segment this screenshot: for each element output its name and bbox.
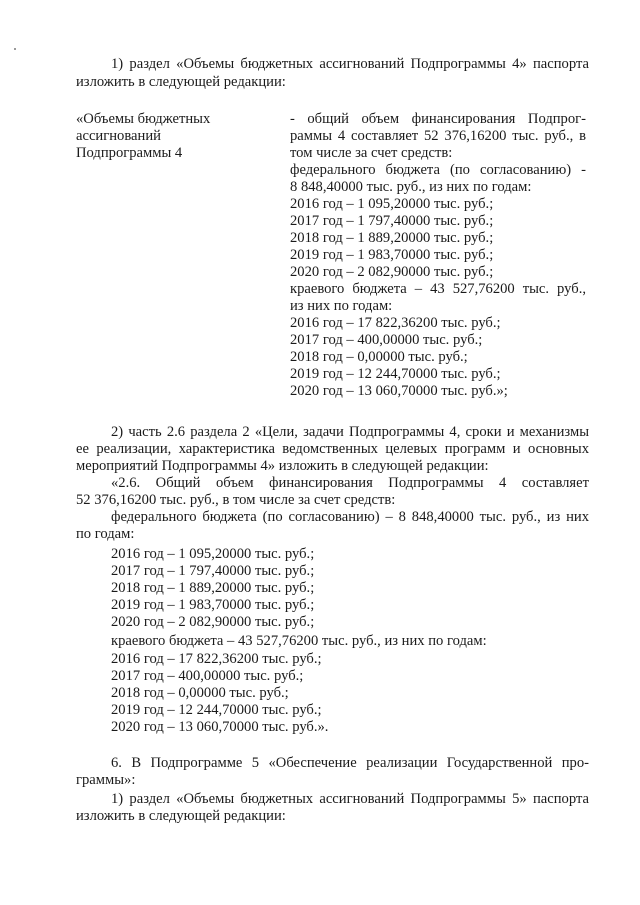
regional-budget-intro: краевого бюджета – 43 527,76200 тыс. руб., из них по годам: xyxy=(111,633,487,649)
item-6-line-2: граммы»: xyxy=(76,772,136,788)
federal-year-2017: 2017 год – 1 797,40000 тыс. руб.; xyxy=(111,563,315,579)
passport-right-cell-line-4: федерального бюджета (по согласованию) - xyxy=(290,162,586,178)
passport-right-cell-line-15: 2018 год – 0,00000 тыс. руб.; xyxy=(290,349,468,365)
section-2-6-line-3: федерального бюджета (по согласованию) – 8 848,40000 тыс. руб., из них xyxy=(111,509,589,525)
federal-year-2020: 2020 год – 2 082,90000 тыс. руб.; xyxy=(111,614,315,630)
section-2-6-line-4: по годам: xyxy=(76,526,135,542)
regional-year-2018: 2018 год – 0,00000 тыс. руб.; xyxy=(111,685,289,701)
block1-heading-line-1: 1) раздел «Объемы бюджетных ассигнований Подпрограммы 4» паспорта xyxy=(111,56,589,72)
regional-year-2017: 2017 год – 400,00000 тыс. руб.; xyxy=(111,668,304,684)
passport-right-cell-line-2: раммы 4 составляет 52 376,16200 тыс. руб., в xyxy=(290,128,586,144)
passport-right-cell-line-16: 2019 год – 12 244,70000 тыс. руб.; xyxy=(290,366,501,382)
passport-right-cell-line-13: 2016 год – 17 822,36200 тыс. руб.; xyxy=(290,315,501,331)
scan-speck xyxy=(14,48,16,50)
regional-year-2020: 2020 год – 13 060,70000 тыс. руб.». xyxy=(111,719,329,735)
passport-right-cell-line-7: 2017 год – 1 797,40000 тыс. руб.; xyxy=(290,213,494,229)
passport-right-cell-line-9: 2019 год – 1 983,70000 тыс. руб.; xyxy=(290,247,494,263)
block2-heading-line-2: ее реализации, характеристика ведомственных целевых программ и основных xyxy=(76,441,589,457)
block3-heading-line-1: 1) раздел «Объемы бюджетных ассигнований Подпрограммы 5» паспорта xyxy=(111,791,589,807)
federal-year-2016: 2016 год – 1 095,20000 тыс. руб.; xyxy=(111,546,315,562)
passport-right-cell-line-10: 2020 год – 2 082,90000 тыс. руб.; xyxy=(290,264,494,280)
passport-right-cell-line-12: из них по годам: xyxy=(290,298,393,314)
item-6-line-1: 6. В Подпрограмме 5 «Обеспечение реализации Государственной про- xyxy=(111,755,589,771)
passport-left-cell-line-3: Подпрограммы 4 xyxy=(76,145,183,161)
regional-year-2019: 2019 год – 12 244,70000 тыс. руб.; xyxy=(111,702,322,718)
passport-right-cell-line-5: 8 848,40000 тыс. руб., из них по годам: xyxy=(290,179,532,195)
block2-heading-line-3: мероприятий Подпрограммы 4» изложить в следующей редакции: xyxy=(76,458,489,474)
passport-left-cell-line-1: «Объемы бюджетных xyxy=(76,111,211,127)
block2-heading-line-1: 2) часть 2.6 раздела 2 «Цели, задачи Подпрограммы 4, сроки и механизмы xyxy=(111,424,589,440)
regional-year-2016: 2016 год – 17 822,36200 тыс. руб.; xyxy=(111,651,322,667)
passport-right-cell-line-11: краевого бюджета – 43 527,76200 тыс. руб., xyxy=(290,281,586,297)
section-2-6-line-2: 52 376,16200 тыс. руб., в том числе за счет средств: xyxy=(76,492,396,508)
section-2-6-line-1: «2.6. Общий объем финансирования Подпрограммы 4 составляет xyxy=(111,475,589,491)
passport-right-cell-line-3: том числе за счет средств: xyxy=(290,145,453,161)
passport-right-cell-line-6: 2016 год – 1 095,20000 тыс. руб.; xyxy=(290,196,494,212)
passport-right-cell-line-8: 2018 год – 1 889,20000 тыс. руб.; xyxy=(290,230,494,246)
federal-year-2019: 2019 год – 1 983,70000 тыс. руб.; xyxy=(111,597,315,613)
passport-right-cell-line-17: 2020 год – 13 060,70000 тыс. руб.»; xyxy=(290,383,508,399)
passport-right-cell-line-14: 2017 год – 400,00000 тыс. руб.; xyxy=(290,332,483,348)
block1-heading-line-2: изложить в следующей редакции: xyxy=(76,74,286,90)
federal-year-2018: 2018 год – 1 889,20000 тыс. руб.; xyxy=(111,580,315,596)
passport-left-cell-line-2: ассигнований xyxy=(76,128,161,144)
passport-right-cell-line-1: - общий объем финансирования Подпрог- xyxy=(290,111,586,127)
block3-heading-line-2: изложить в следующей редакции: xyxy=(76,808,286,824)
